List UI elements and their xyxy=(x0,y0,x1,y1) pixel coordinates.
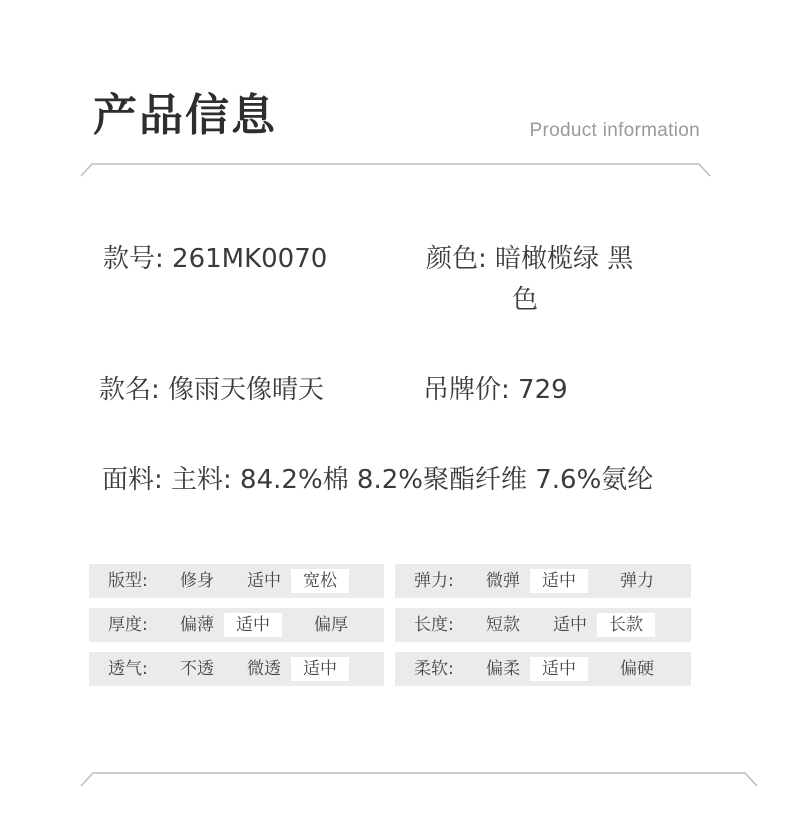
color-label: 颜色: xyxy=(426,244,487,274)
attr-option-selected: 长款 xyxy=(597,613,655,637)
color-value-line2: 色 xyxy=(512,285,539,315)
fabric xyxy=(102,460,653,500)
page-subtitle: Product information xyxy=(529,120,700,141)
attr-option: 偏厚 xyxy=(314,615,348,635)
attr-label: 长度: xyxy=(414,615,454,635)
attr-option: 适中 xyxy=(247,571,281,591)
fabric-value: 主料: 84.2%棉 8.2%聚酯纤维 7.6%氨纶 xyxy=(171,465,654,495)
attr-option: 偏薄 xyxy=(180,615,214,635)
attr-option: 微透 xyxy=(247,659,281,679)
attr-length xyxy=(395,608,691,642)
style-name-value: 像雨天像晴天 xyxy=(168,375,325,405)
attr-breathability xyxy=(89,652,384,686)
attr-option: 偏硬 xyxy=(620,659,654,679)
style-name-label: 款名: xyxy=(99,375,160,405)
attr-label: 弹力: xyxy=(414,571,454,591)
attr-option: 偏柔 xyxy=(486,659,520,679)
attr-option-selected: 宽松 xyxy=(291,569,349,593)
color xyxy=(426,239,633,279)
style-number-value: 261MK0070 xyxy=(172,244,328,274)
attr-label: 柔软: xyxy=(414,659,454,679)
attr-softness xyxy=(395,652,691,686)
attr-thickness xyxy=(89,608,384,642)
attr-label: 版型: xyxy=(108,571,148,591)
attr-label: 厚度: xyxy=(108,615,148,635)
tag-price-label: 吊牌价: xyxy=(423,375,510,405)
style-name xyxy=(99,370,324,410)
top-divider xyxy=(80,160,712,178)
style-number xyxy=(103,239,327,279)
bottom-divider xyxy=(80,768,758,788)
style-number-label: 款号: xyxy=(103,244,164,274)
attr-label: 透气: xyxy=(108,659,148,679)
attr-option-selected: 适中 xyxy=(530,569,588,593)
attr-fit xyxy=(89,564,384,598)
tag-price-value: 729 xyxy=(518,375,568,405)
attr-option-selected: 适中 xyxy=(530,657,588,681)
color-value-line1: 暗橄榄绿 黑 xyxy=(495,244,634,274)
page-title: 产品信息 xyxy=(93,90,277,141)
attr-option-selected: 适中 xyxy=(291,657,349,681)
attr-option-selected: 适中 xyxy=(224,613,282,637)
attr-option: 适中 xyxy=(553,615,587,635)
attr-stretch xyxy=(395,564,691,598)
fabric-label: 面料: xyxy=(102,465,163,495)
attr-option: 弹力 xyxy=(620,571,654,591)
attr-option: 短款 xyxy=(486,615,520,635)
tag-price xyxy=(423,370,568,410)
attr-option: 修身 xyxy=(180,571,214,591)
attr-option: 不透 xyxy=(180,659,214,679)
attr-option: 微弹 xyxy=(486,571,520,591)
